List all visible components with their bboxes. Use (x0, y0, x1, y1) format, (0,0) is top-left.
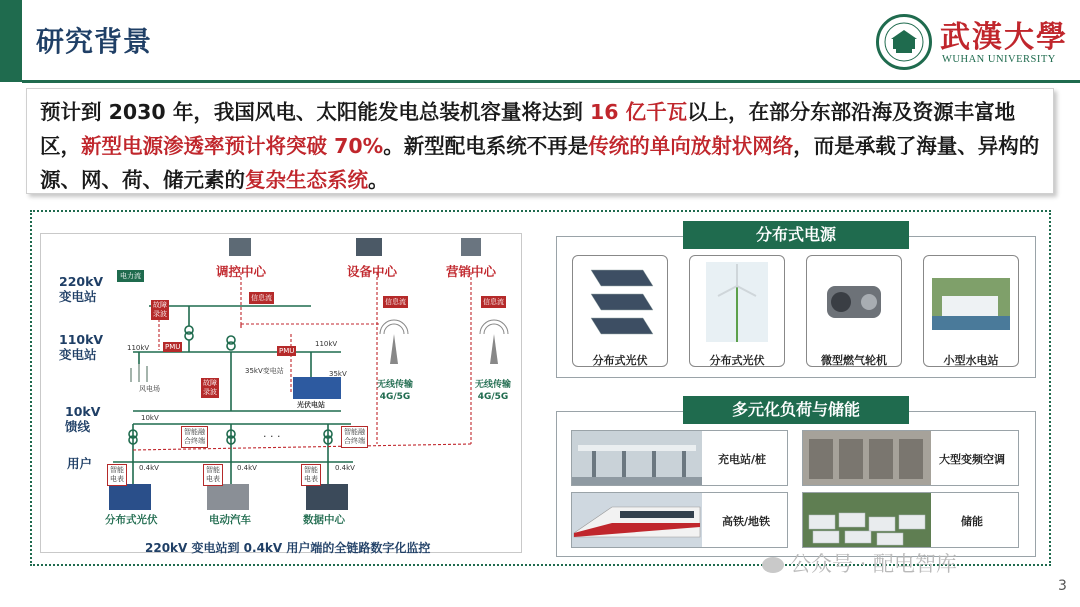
loads-storage-title: 多元化负荷与储能 (683, 396, 909, 424)
voltage-label: 10kV (141, 414, 159, 422)
info-flow-tag: 信息流 (251, 294, 272, 302)
diagram-caption: 220kV 变电站到 0.4kV 用户端的全链路数字化监控 (145, 541, 431, 555)
user-dc-label: 数据中心 (303, 514, 345, 526)
ellipsis: · · · (263, 430, 281, 443)
smart-meter-tag: 智能 电表 (203, 464, 223, 486)
voltage-label: 0.4kV (237, 464, 257, 472)
card-distributed-pv (572, 255, 668, 367)
wireless-label: 无线传输 4G/5G (377, 380, 414, 402)
card-small-hydro (923, 255, 1019, 367)
voltage-label: 110kV (315, 340, 338, 348)
voltage-label: 35kV变电站 (245, 367, 284, 375)
level-10kv: 10kV 馈线 (65, 404, 101, 434)
card-label: 分布式光伏 (592, 354, 648, 367)
battery-storage-icon (803, 493, 931, 547)
level-220kv: 220kV 变电站 (59, 274, 104, 304)
card-charging-station (571, 430, 788, 486)
fault-recorder-tag: 故障 录波 (153, 301, 167, 318)
high-speed-train-icon (572, 493, 702, 547)
distributed-generation-title: 分布式电源 (683, 221, 909, 249)
grid-monitoring-diagram (40, 233, 522, 553)
dispatch-center: 调控中心 (216, 264, 267, 279)
card-label: 储能 (961, 515, 983, 528)
user-pv-label: 分布式光伏 (105, 514, 158, 526)
smart-terminal-tag: 智能融 合终端 (341, 426, 368, 448)
level-110kv: 110kV 变电站 (59, 332, 104, 362)
hydropower-icon (924, 256, 1018, 346)
solar-panel-icon (573, 256, 667, 346)
card-distributed-wind (689, 255, 785, 367)
power-flow-tag: 电力流 (117, 270, 144, 282)
voltage-label: 0.4kV (139, 464, 159, 472)
card-label: 大型变频空调 (939, 453, 1005, 466)
card-label: 高铁/地铁 (722, 515, 771, 528)
card-gas-turbine (806, 255, 902, 367)
intro-paragraph: 预计到 2030 年，我国风电、太阳能发电总装机容量将达到 16 亿千瓦以上，在部分东部沿海及资源丰富地区，新型电源渗透率预计将突破 70%。新型配电系统不再是传统的单向放射状网络，而是承载了海量、异构的源、网、荷、储元素的复杂生态系统。 (40, 100, 1040, 192)
hvac-unit-icon (803, 431, 931, 485)
seal-building-icon (879, 17, 929, 67)
smart-terminal-tag: 智能融 合终端 (181, 426, 208, 448)
wechat-icon (762, 557, 784, 573)
wireless-label: 无线传输 4G/5G (475, 380, 512, 402)
device-center: 设备中心 (347, 264, 398, 279)
card-label: 微型燃气轮机 (821, 354, 887, 367)
card-label: 小型水电站 (943, 354, 999, 367)
card-label: 充电站/桩 (718, 453, 767, 466)
card-railway (571, 492, 788, 548)
diagram-lines (41, 234, 521, 552)
charging-station-icon (572, 431, 702, 485)
watermark-text: 公众号 · 配电智库 (790, 552, 958, 576)
university-name-cn: 武漢大學 (940, 20, 1068, 55)
smart-meter-tag: 智能 电表 (107, 464, 127, 486)
university-name-en: WUHAN UNIVERSITY (942, 54, 1056, 65)
user-ev-label: 电动汽车 (209, 514, 251, 526)
header-accent-bar (0, 0, 22, 82)
fault-recorder-tag: 故障 录波 (203, 379, 217, 396)
card-label: 分布式光伏 (709, 354, 765, 367)
marketing-center: 营销中心 (446, 264, 497, 279)
voltage-label: 35kV (329, 370, 347, 378)
page-number: 3 (1058, 578, 1067, 594)
page-title: 研究背景 (36, 25, 153, 58)
smart-meter-tag: 智能 电表 (301, 464, 321, 486)
info-flow-tag: 信息流 (385, 298, 406, 306)
level-user: 用户 (67, 456, 93, 471)
gas-turbine-icon (807, 256, 901, 346)
pmu-tag: PMU (279, 347, 295, 355)
header-divider (22, 80, 1080, 83)
info-flow-tag: 信息流 (483, 298, 504, 306)
card-energy-storage (802, 492, 1019, 548)
wind-turbine-icon (690, 256, 784, 346)
university-seal-logo (876, 14, 932, 70)
voltage-label: 110kV (127, 344, 150, 352)
watermark (762, 548, 957, 578)
voltage-label: 0.4kV (335, 464, 355, 472)
pv-station-label: 光伏电站 (297, 401, 325, 409)
card-hvac (802, 430, 1019, 486)
wind-farm-label: 风电场 (139, 385, 160, 393)
pmu-tag: PMU (165, 343, 181, 351)
